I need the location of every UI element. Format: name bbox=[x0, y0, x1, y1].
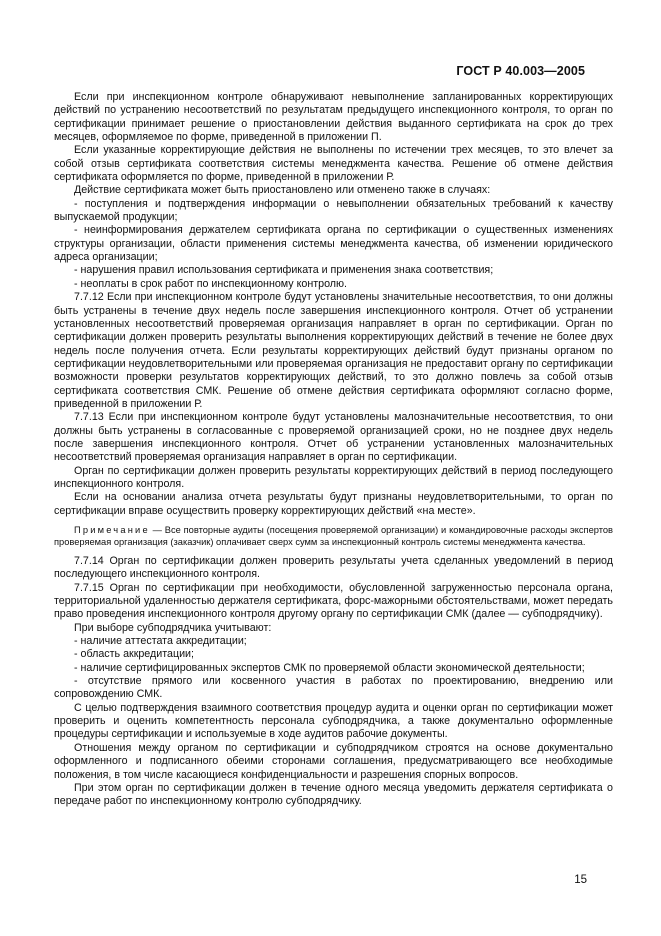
list-item: - неоплаты в срок работ по инспекционному контролю. bbox=[74, 277, 348, 290]
note-text: — Все повторные аудиты (посещения проверяемой организации) и командировочные расходы экспертов проверяемая организация (заказчик) оплачивает сверх сумм за инспекционный контроль системы менеджмента качества. bbox=[54, 525, 613, 547]
document-id-header: ГОСТ Р 40.003—2005 bbox=[456, 64, 585, 78]
note bbox=[54, 524, 613, 548]
paragraph: Отношения между органом по сертификации и субподрядчиком строятся на основе документально оформленного и подписанного обеими сторонами соглашения, предусматривающего все необходимые положения, в том числе касающиеся конфиденциальности и разрешения спорных вопросов. bbox=[54, 741, 613, 781]
document-body bbox=[54, 91, 613, 809]
list-item: - наличие сертифицированных экспертов СМК по проверяемой области экономической деятельности; bbox=[74, 661, 585, 674]
paragraph: Если на основании анализа отчета результаты будут признаны неудовлетворительными, то орган по сертификации вправе осуществить проверку корректирующих действий «на месте». bbox=[54, 491, 613, 517]
paragraph: С целью подтверждения взаимного соответствия процедур аудита и оценки орган по сертификации может проверить и оценить компетентность персонала субподрядчика, а также документально оформленные процедуры сертификации и используемые в ходе аудитов рабочие документы. bbox=[54, 701, 613, 741]
paragraph: Орган по сертификации должен проверить результаты корректирующих действий в период последующего инспекционного контроля. bbox=[54, 464, 613, 490]
clause-7-7-12: 7.7.12 Если при инспекционном контроле будут установлены значительные несоответствия, то они должны быть устранены в течение двух недель после завершения инспекционного контроля. Отчет об устранении установленных несоответствий проверяемая организация направляет в орган по сертификации. Орган по сертификации должен проверить результаты выполнения корректирующих действий в течение не более двух недель после получения отчета. Если результаты корректирующих действий будут признаны органом по сертификации неудовлетворительными или проверяемая организация не предоставит органу по сертификации возможности проверки результатов корректирующих действий, то это должно повлечь за собой отзыв сертификата соответствия СМК. Решение об отмене действия сертификата оформляют согласно форме, приведенной в приложении Р. bbox=[54, 291, 613, 410]
note-label: Примечание bbox=[74, 525, 150, 535]
list-item: - поступления и подтверждения информации о невыполнении обязательных требований к качеству выпускаемой продукции; bbox=[54, 197, 613, 224]
paragraph: При этом орган по сертификации должен в течение одного месяца уведомить держателя сертификата о передаче работ по инспекционному контролю субподрядчику. bbox=[54, 781, 613, 808]
page-number: 15 bbox=[574, 874, 587, 886]
clause-7-7-15: 7.7.15 Орган по сертификации при необходимости, обусловленной загруженностью персонала органа, территориальной удаленностью держателя сертификата, форс-мажорными обстоятельствами, может передать право проведения инспекционного контроля другому органу по сертификации СМК (далее — субподрядчику). bbox=[54, 581, 613, 621]
paragraph: Если указанные корректирующие действия не выполнены по истечении трех месяцев, то это влечет за собой отзыв сертификата соответствия системы менеджмента качества. Решение об отмене действия сертификата оформляется по форме, приведенной в приложении Р. bbox=[54, 144, 613, 184]
list-item: - неинформирования держателем сертификата органа по сертификации о существенных изменениях структуры организации, области применения системы менеджмента качества, об изменении юридического адреса организации; bbox=[54, 224, 613, 264]
list-item: - область аккредитации; bbox=[74, 648, 194, 661]
list-item: - наличие аттестата аккредитации; bbox=[74, 635, 247, 648]
paragraph: При выборе субподрядчика учитывают: bbox=[74, 621, 272, 634]
list-item: - нарушения правил использования сертификата и применения знака соответствия; bbox=[74, 264, 494, 277]
clause-7-7-14: 7.7.14 Орган по сертификации должен проверить результаты учета сделанных уведомлений в период последующего инспекционного контроля. bbox=[54, 555, 613, 581]
paragraph: Если при инспекционном контроле обнаруживают невыполнение запланированных корректирующих действий по устранению несоответствий по результатам предыдущего инспекционного контроля, то орган по сертификации принимает решение о приостановлении действия выданного сертификата на срок до трех месяцев, оформляемое по форме, приведенной в приложении П. bbox=[54, 91, 613, 144]
paragraph: Действие сертификата может быть приостановлено или отменено также в случаях: bbox=[74, 184, 491, 197]
list-item: - отсутствие прямого или косвенного участия в работах по проектированию, внедрению или сопровождению СМК. bbox=[54, 675, 613, 701]
clause-7-7-13: 7.7.13 Если при инспекционном контроле будут установлены малозначительные несоответствия, то они должны быть устранены в согласованные с проверяемой организацией сроки, но не позднее двух недель после завершения инспекционного контроля. Отчет об устранении установленных малозначительных несоответствий проверяемая организация направляет в орган по сертификации. bbox=[54, 411, 613, 464]
